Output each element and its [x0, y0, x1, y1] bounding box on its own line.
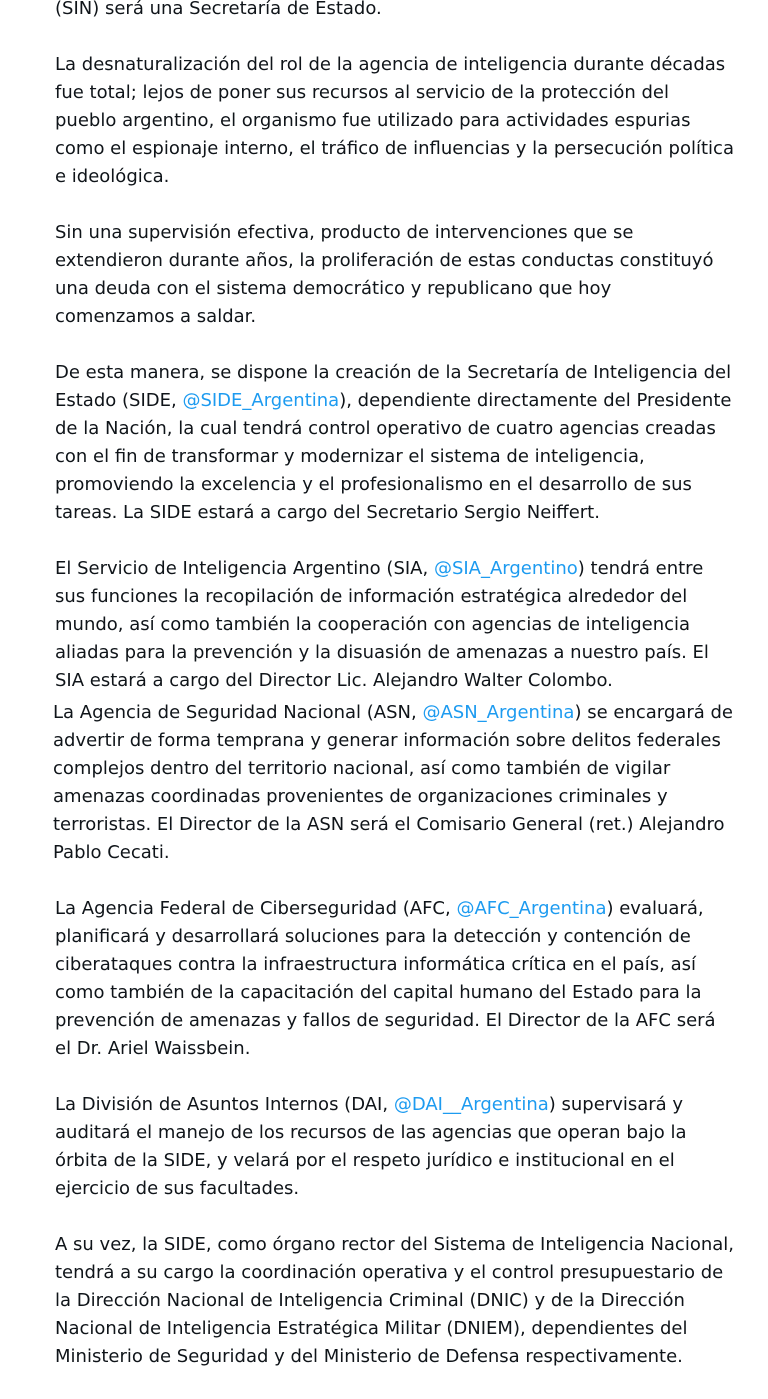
paragraph-text: La desnaturalización del rol de la agencia de inteligencia durante décadas fue total; lejos de poner sus recursos al servicio de la protección del pueblo argentino, el organismo fue utilizado para actividades espurias como el espionaje interno, el tráfico de influencias y la persecución política e ideológica.	[55, 54, 734, 187]
paragraph-organo-rector	[55, 1231, 735, 1371]
paragraph-text: La Agencia Federal de Ciberseguridad (AFC,	[55, 898, 457, 919]
paragraph-text: ) tendrá entre sus funciones la recopilación de información estratégica alrededor del mundo, así como también la cooperación con agencias de inteligencia aliadas para la prevención y la disuasión de amenazas a nuestro país. El SIA estará a cargo del Director Lic. Alejandro Walter Colombo.	[55, 558, 709, 691]
mention-dai-argentina[interactable]: @DAI__Argentina	[393, 1094, 549, 1115]
paragraph-side	[55, 359, 735, 527]
paragraph-text: ) se encargará de advertir de forma temprana y generar información sobre delitos federales complejos dentro del territorio nacional, así como también de vigilar amenazas coordinadas provenientes de organizaciones criminales y terroristas. El Director de la ASN será el Comisario General (ret.) Alejandro Pablo Cecati.	[53, 702, 733, 863]
paragraph-text: ) supervisará y auditará el manejo de los recursos de las agencias que operan bajo la órbita de la SIDE, y velará por el respeto jurídico e institucional en el ejercicio de sus facultades.	[55, 1094, 687, 1199]
paragraph-text: La División de Asuntos Internos (DAI,	[55, 1094, 394, 1115]
mention-asn-argentina[interactable]: @ASN_Argentina	[422, 702, 575, 723]
paragraph-desnaturalizacion	[55, 51, 735, 191]
paragraph-afc	[55, 895, 735, 1063]
paragraph-text: (SIN) será una Secretaría de Estado.	[55, 0, 382, 19]
paragraph-supervision	[55, 219, 735, 331]
paragraph-text: A su vez, la SIDE, como órgano rector del Sistema de Inteligencia Nacional, tendrá a su cargo la coordinación operativa y el control presupuestario de la Dirección Nacional de Inteligencia Criminal (DNIC) y de la Dirección Nacional de Inteligencia Estratégica Militar (DNIEM), dependientes del Ministerio de Seguridad y del Ministerio de Defensa respectivamente.	[55, 1234, 735, 1367]
paragraph-text: ) evaluará, planificará y desarrollará soluciones para la detección y contención de ciberataques contra la infraestructura informática crítica en el país, así como también de la capacitación del capital humano del Estado para la prevención de amenazas y fallos de seguridad. El Director de la AFC será el Dr. Ariel Waissbein.	[55, 898, 716, 1059]
paragraph-text: El Servicio de Inteligencia Argentino (SIA,	[55, 558, 434, 579]
paragraph-asn	[53, 699, 735, 867]
mention-afc-argentina[interactable]: @AFC_Argentina	[456, 898, 607, 919]
document-text	[55, 0, 735, 1399]
paragraph-sia	[55, 555, 735, 695]
mention-side-argentina[interactable]: @SIDE_Argentina	[182, 390, 340, 411]
paragraph-sin	[55, 0, 735, 23]
paragraph-text: ), dependiente directamente del Presidente de la Nación, la cual tendrá control operativo de cuatro agencias creadas con el fin de transformar y modernizar el sistema de inteligencia, promoviendo la excelencia y el profesionalismo en el desarrollo de sus tareas. La SIDE estará a cargo del Secretario Sergio Neiffert.	[55, 390, 732, 523]
paragraph-text: De esta manera, se dispone la creación de la Secretaría de Inteligencia del Estado (SIDE,	[55, 362, 732, 411]
paragraph-text: La Agencia de Seguridad Nacional (ASN,	[53, 702, 423, 723]
mention-sia-argentino[interactable]: @SIA_Argentino	[433, 558, 578, 579]
paragraph-text: Sin una supervisión efectiva, producto de intervenciones que se extendieron durante años, la proliferación de estas conductas constituyó una deuda con el sistema democrático y republicano que hoy comenzamos a saldar.	[55, 222, 714, 327]
paragraph-dai	[55, 1091, 735, 1203]
